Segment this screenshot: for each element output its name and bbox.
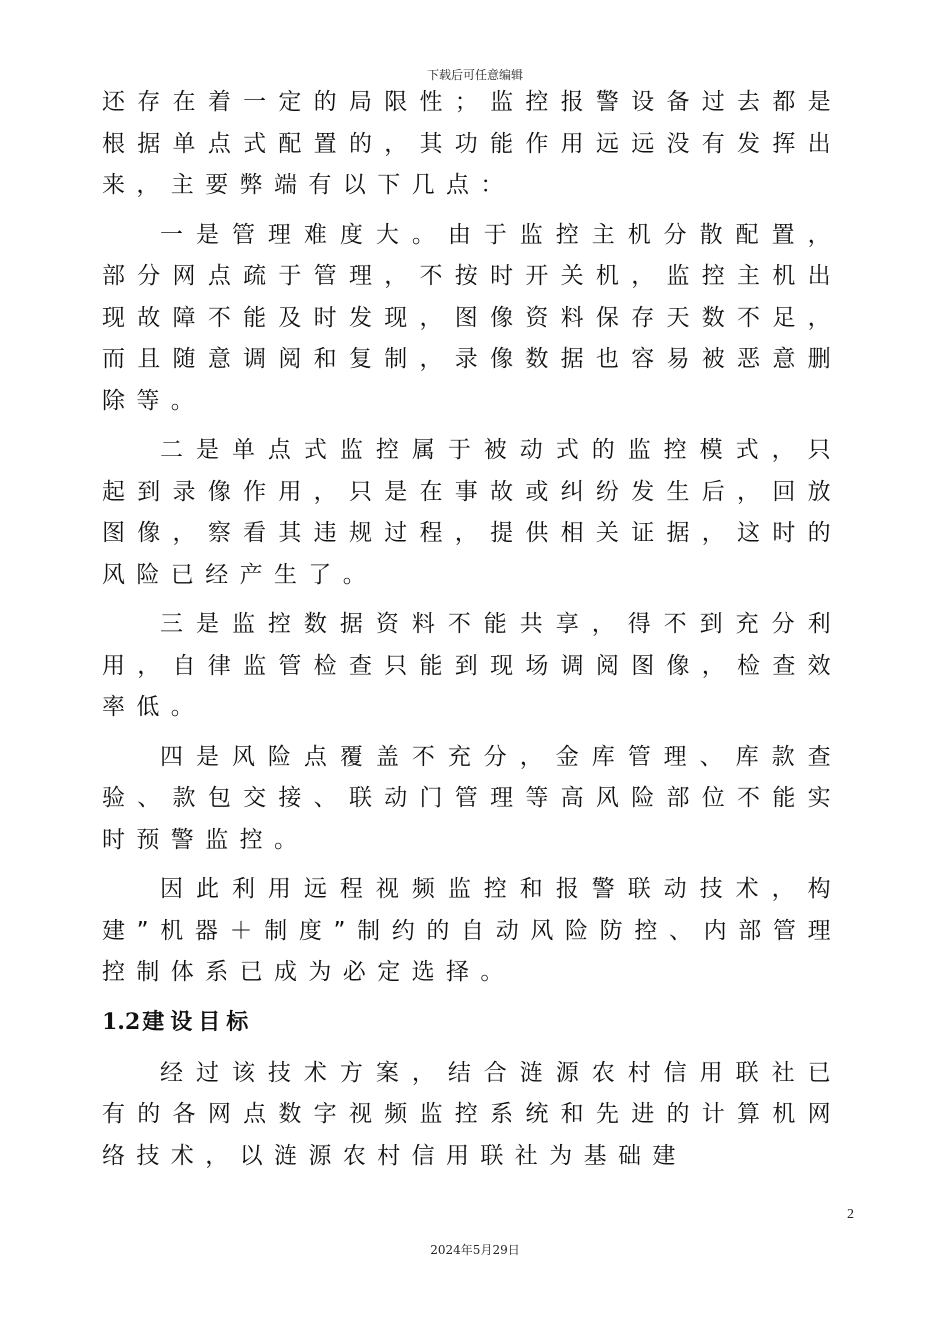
paragraph-point-one: 一是管理难度大。由于监控主机分散配置，部分网点疏于管理，不按时开关机，监控主机出现故障不能及时发现，图像资料保存天数不足，而且随意调阅和复制，录像数据也容易被恶意删除等。 — [102, 221, 842, 414]
paragraph-continuation: 还存在着一定的局限性；监控报警设备过去都是根据单点式配置的，其功能作用远远没有发挥出来，主要弊端有以下几点： — [102, 89, 842, 198]
paragraph-conclusion: 因此利用远程视频监控和报警联动技术，构建”机器＋制度”制约的自动风险防控、内部管理控制体系已成为必定选择。 — [102, 876, 842, 985]
document-body — [102, 82, 842, 1185]
section-heading — [102, 1002, 842, 1043]
paragraph-point-three: 三是监控数据资料不能共享，得不到充分利用，自律监管检查只能到现场调阅图像，检查效率低。 — [102, 611, 842, 720]
section-title: 建设目标 — [142, 1009, 255, 1035]
page-number: 2 — [847, 1207, 854, 1222]
footer-date: 2024年5月29日 — [430, 1243, 520, 1257]
paragraph-point-four: 四是风险点覆盖不充分，金库管理、库款查验、款包交接、联动门管理等高风险部位不能实时预警监控。 — [102, 743, 842, 853]
header-note: 下载后可任意编辑 — [426, 68, 523, 82]
paragraph-section-intro: 经过该技术方案，结合涟源农村信用联社已有的各网点数字视频监控系统和先进的计算机网络技术，以涟源农村信用联社为基础建 — [102, 1059, 842, 1169]
paragraph-point-two: 二是单点式监控属于被动式的监控模式，只起到录像作用，只是在事故或纠纷发生后，回放图像，察看其违规过程，提供相关证据，这时的风险已经产生了。 — [102, 437, 842, 588]
section-number: 1.2 — [102, 1008, 141, 1035]
